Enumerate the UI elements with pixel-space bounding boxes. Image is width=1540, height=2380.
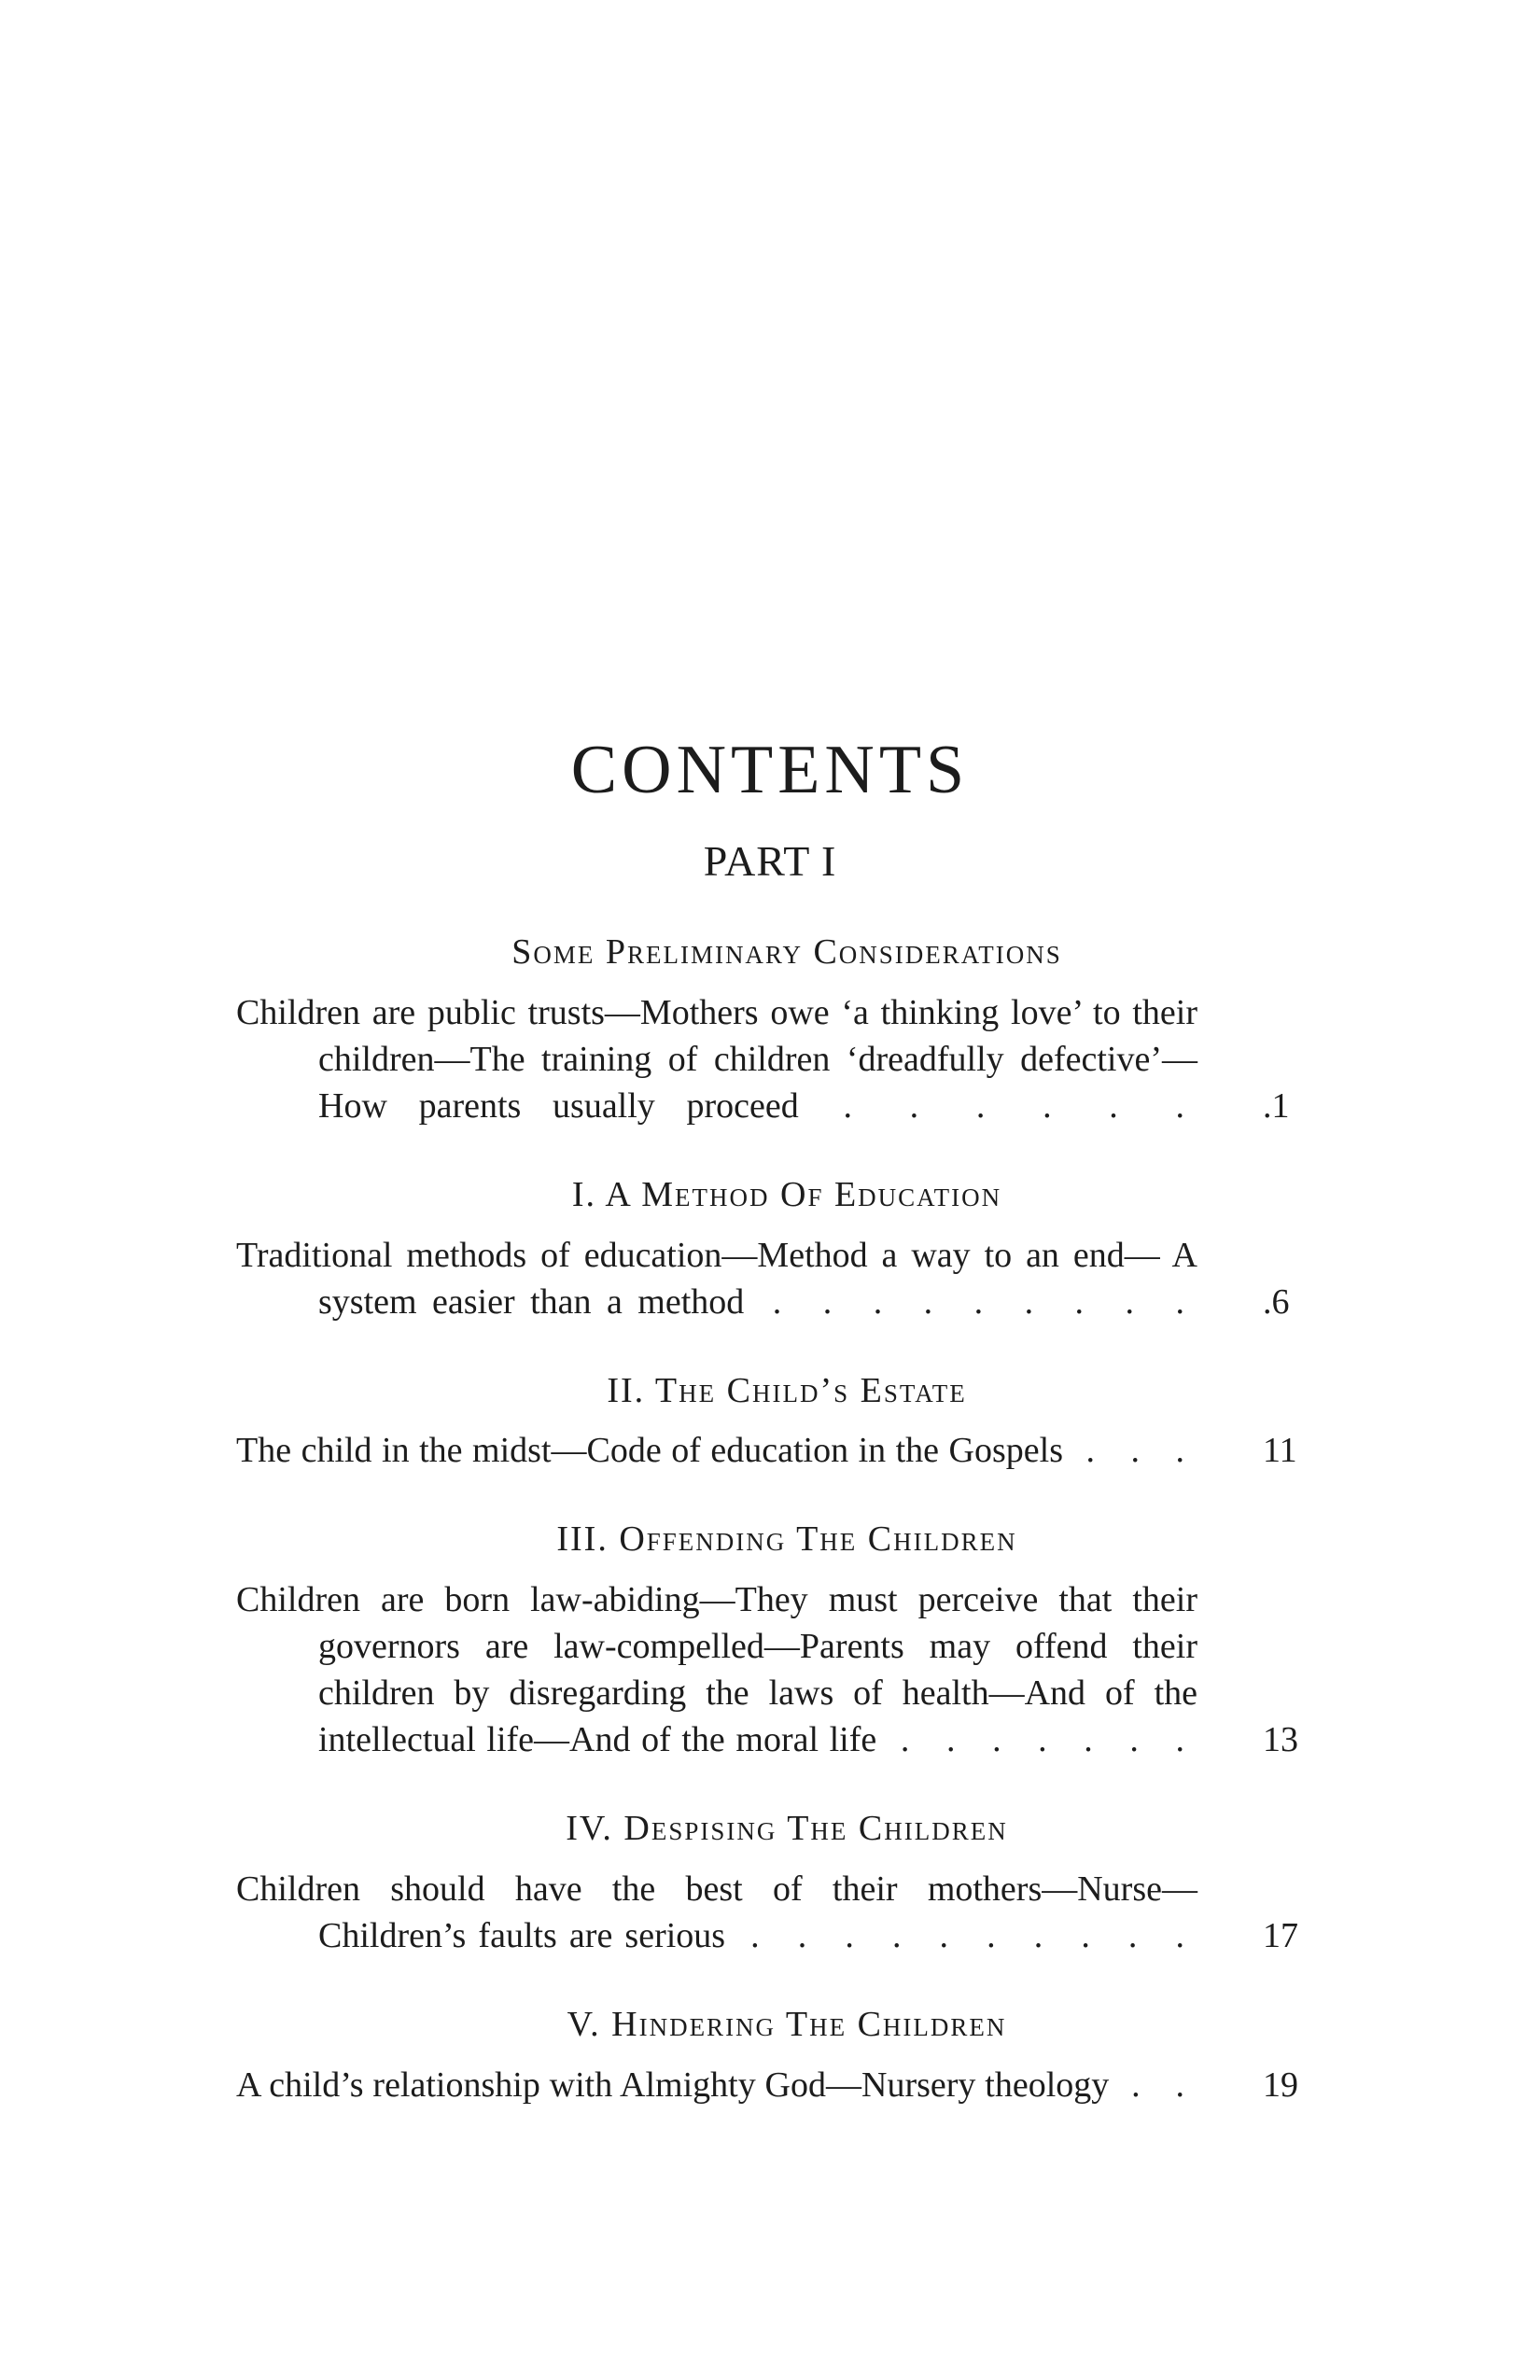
section-heading: V. Hindering The Children [567, 2004, 1007, 2044]
page-number: 17 [1263, 1915, 1298, 1955]
toc-entry [236, 1866, 1319, 1959]
toc-section [236, 1810, 1319, 1959]
page-number: 19 [1263, 2065, 1298, 2105]
dot-leader: . . . [1063, 1431, 1197, 1471]
table-of-contents [236, 933, 1319, 2155]
section-heading: II. The Child’s Estate [607, 1370, 967, 1410]
toc-entry [236, 1427, 1319, 1474]
entry-summary: Children should have the best of their mothers—Nurse— Children’s faults are serious [236, 1869, 1197, 1955]
dot-leader: . . . . . . . . . [744, 1281, 1197, 1322]
entry-summary: Children are born law-abiding—They must perceive that their governors are law-compelled—Parents may offend their children by disregarding the laws of health—And of the intellectual life—And of the moral life [236, 1580, 1197, 1760]
entry-summary: Children are public trusts—Mothers owe ‘a thinking love’ to their children—The training of children ‘dreadfully defective’—How parents usually proceed [236, 992, 1197, 1126]
dot-leader: . . . . . . . . . . [725, 1915, 1198, 1955]
page-title: CONTENTS [570, 731, 970, 808]
dot-leader: . . [1109, 2065, 1198, 2105]
toc-section [236, 1176, 1319, 1325]
section-heading: Some Preliminary Considerations [511, 932, 1062, 972]
page-number: .6 [1263, 1281, 1290, 1322]
toc-entry [236, 1576, 1319, 1763]
page-number: 11 [1263, 1431, 1297, 1471]
page-number: .1 [1263, 1085, 1290, 1126]
entry-summary: A child’s relationship with Almighty God—Nursery theology [236, 2065, 1110, 2105]
part-heading: PART I [703, 837, 837, 885]
toc-section [236, 2006, 1319, 2108]
dot-leader: . . . . . . [798, 1085, 1198, 1126]
dot-leader: . . . . . . . [876, 1720, 1197, 1760]
toc-section [236, 933, 1319, 1129]
toc-section [236, 1372, 1319, 1475]
toc-entry [236, 2062, 1319, 2108]
toc-entry [236, 1232, 1319, 1325]
entry-summary: Traditional methods of education—Method a way to an end— A system easier than a method [236, 1235, 1197, 1322]
page-number: 13 [1263, 1720, 1298, 1760]
toc-entry [236, 989, 1319, 1129]
section-heading: III. Offending The Children [556, 1519, 1017, 1560]
toc-section [236, 1520, 1319, 1763]
section-heading: IV. Despising The Children [566, 1809, 1008, 1849]
entry-summary: The child in the midst—Code of education in the Gospels [236, 1431, 1063, 1471]
section-heading: I. A Method Of Education [571, 1174, 1002, 1214]
